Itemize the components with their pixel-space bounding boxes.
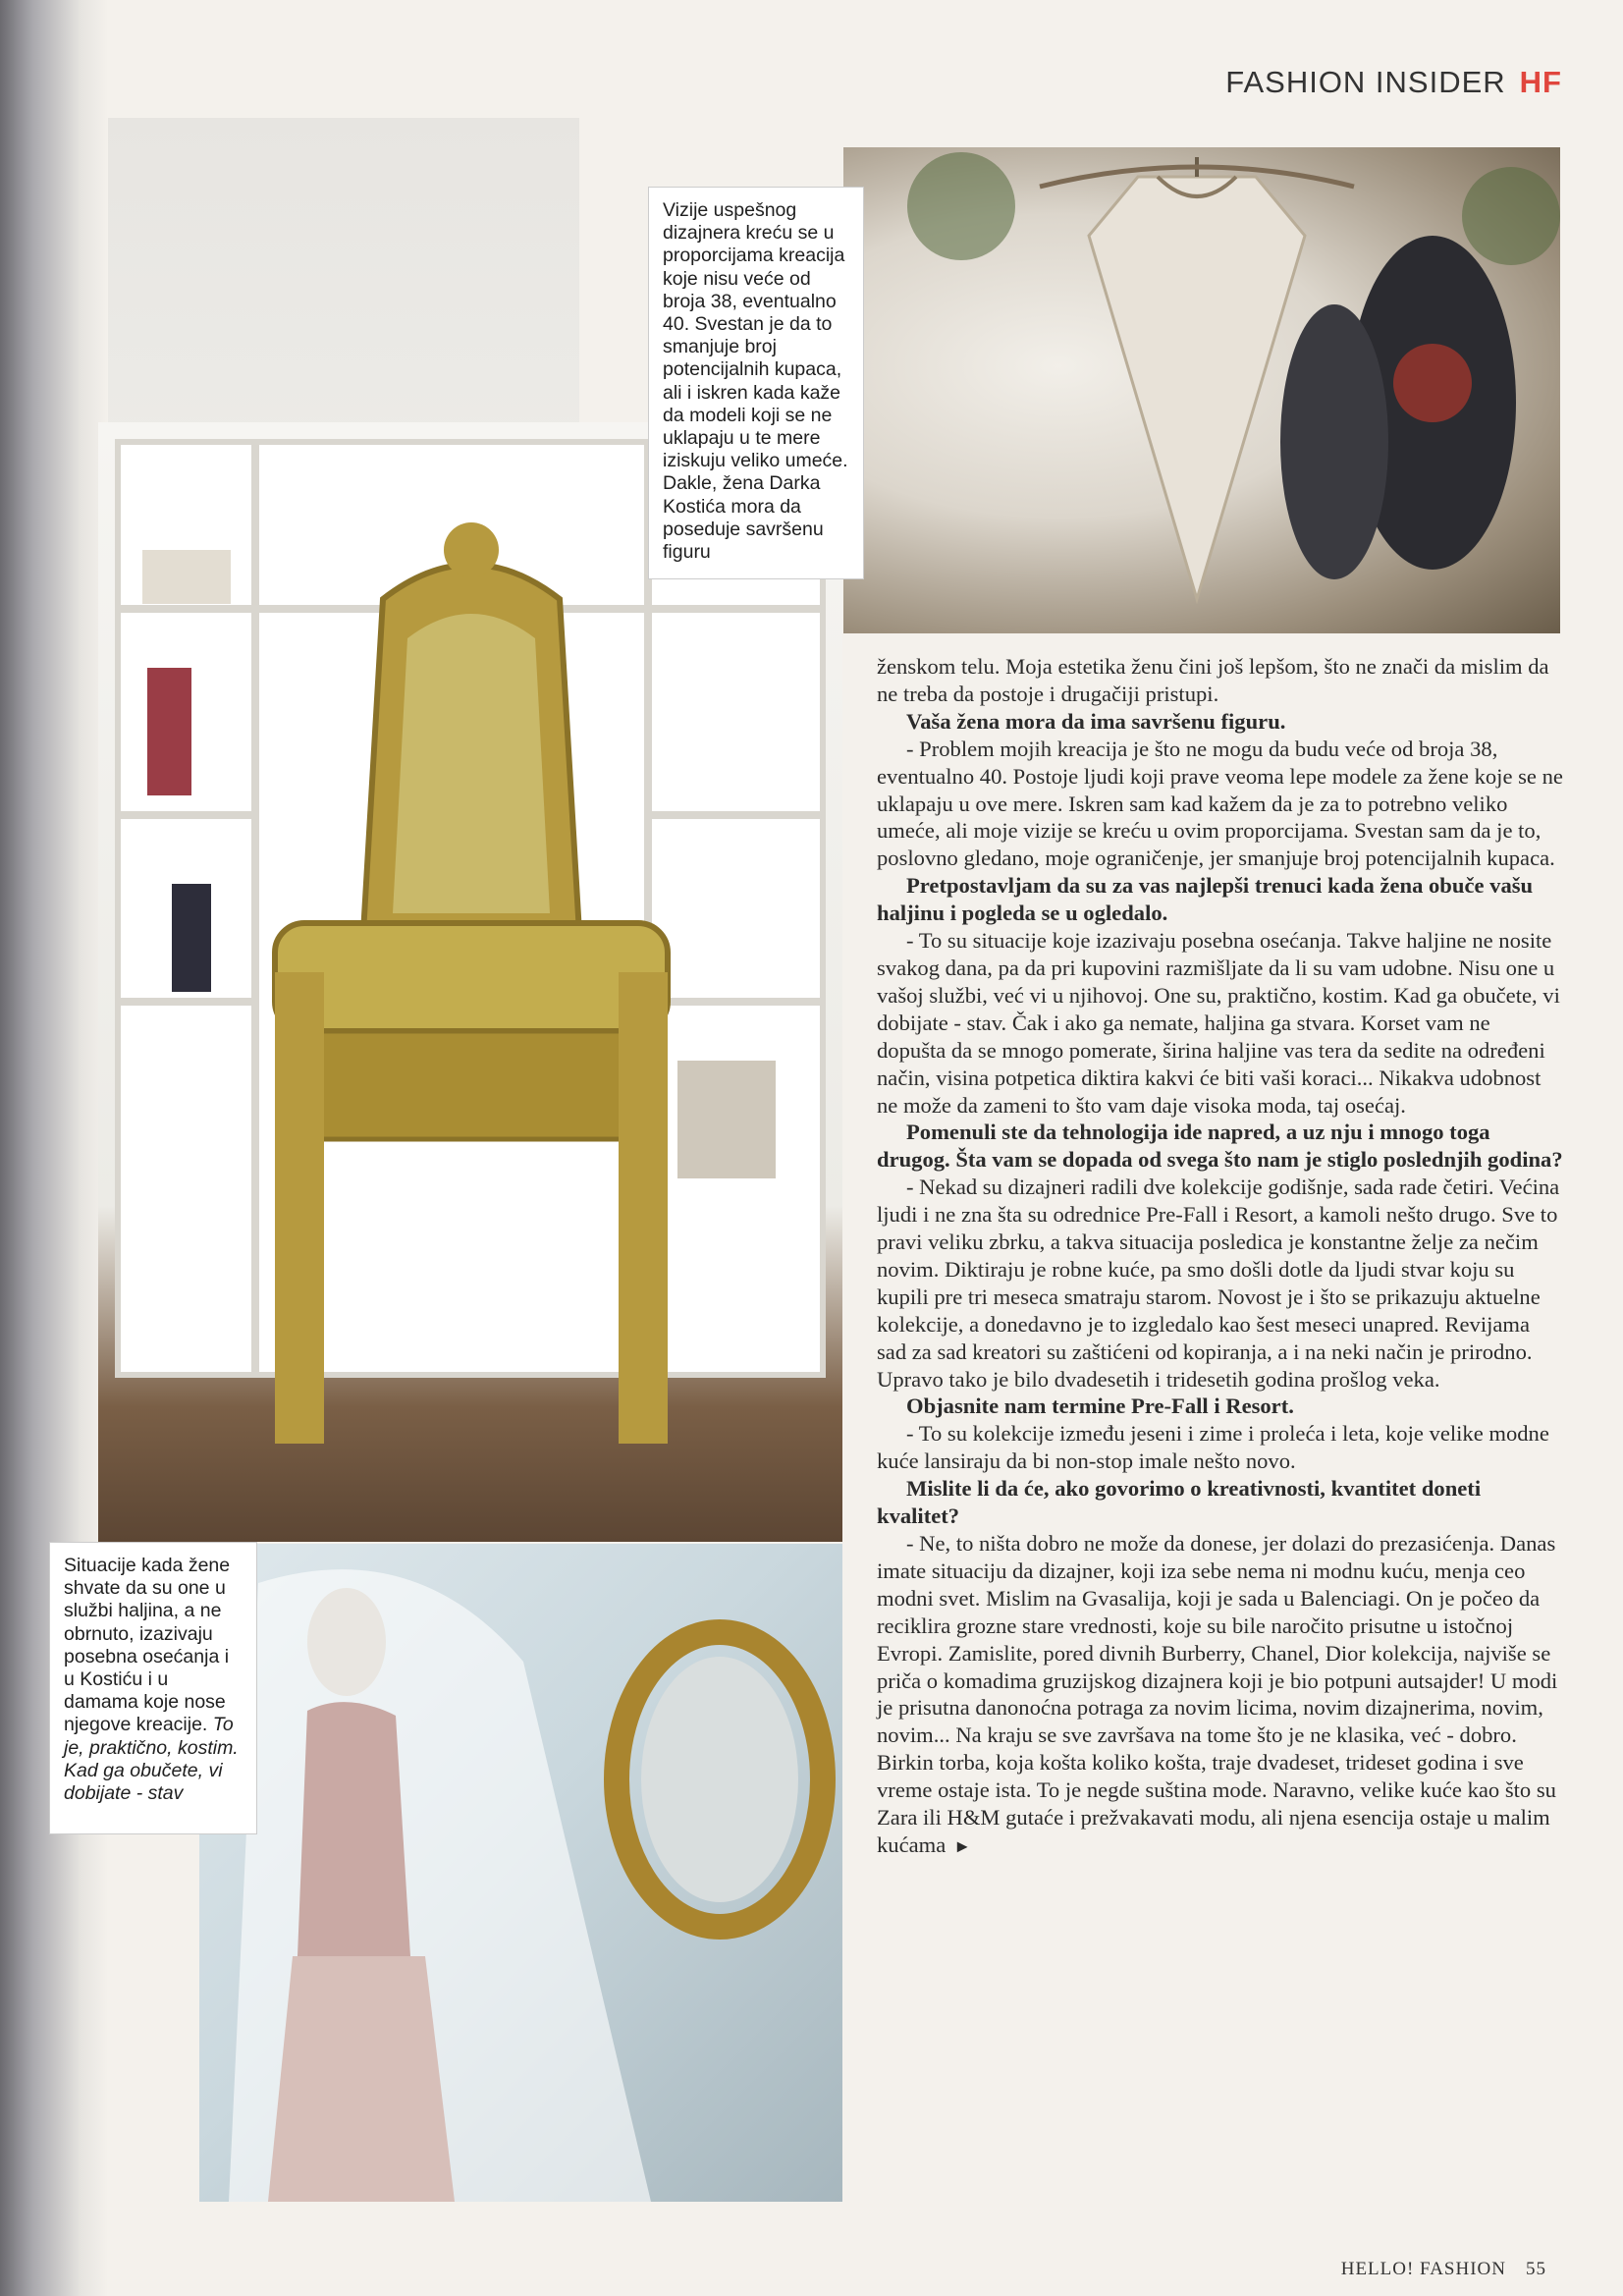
bride-mirror-illustration bbox=[199, 1544, 842, 2202]
section-header bbox=[1225, 65, 1562, 100]
magazine-name: HELLO! FASHION bbox=[1340, 2259, 1506, 2279]
bridal-mannequin-photo bbox=[199, 1544, 842, 2202]
interview-question: Mislite li da će, ako govorimo o kreativnosti, kvantitet doneti kvalitet? bbox=[877, 1476, 1482, 1529]
magazine-mark: HF bbox=[1519, 65, 1562, 99]
interview-answer: - To su situacije koje izazivaju posebna osećanja. Takve haljine ne nosite svakog dana, pa da pri kupovini razmišljate da li su vam udobne. Nisu one u vašoj službi, već vi u njihovoj. One su, praktično, kostim. Kad ga obučete, vi dobijate - stav. Čak i ako ga nemate, haljina ga stvara. Korset vam ne dopušta da se mnogo pomerate, širina haljine vas tera da sedite na određeni način, visina potpetica diktira kakvi će biti vaši koraci... Nikakva udobnost ne može da zameni to što vam daje visoka moda, taj osećaj. bbox=[877, 928, 1560, 1118]
article-paragraph: ženskom telu. Moja estetika ženu čini još lepšom, što ne znači da mislim da ne treba da postoje i drugačiji pristupi. bbox=[877, 654, 1549, 706]
page-footer bbox=[1341, 2259, 1546, 2280]
throne-chair-photo bbox=[98, 422, 842, 1542]
embellished-dress-illustration bbox=[843, 147, 1560, 633]
caption-bottom-italic: To je, praktično, kostim. Kad ga obučete, vi dobijate - stav bbox=[64, 1714, 239, 1805]
interview-answer: - To su kolekcije između jeseni i zime i proleća i leta, koje velike modne kuće lansiraju da bi non-stop imale nešto novo. bbox=[877, 1421, 1549, 1474]
gold-throne-illustration bbox=[98, 422, 842, 1542]
continue-arrow-icon: ► bbox=[953, 1835, 972, 1856]
page-binding-shadow bbox=[0, 0, 108, 2296]
interview-question: Pretpostavljam da su za vas najlepši trenuci kada žena obuče vašu haljinu i pogleda se u ogledalo. bbox=[877, 873, 1534, 926]
interview-article bbox=[877, 653, 1564, 1861]
interview-question: Pomenuli ste da tehnologija ide napred, a uz nju i mnogo toga drugog. Šta vam se dopada od svega što nam je stiglo poslednjih godina? bbox=[877, 1120, 1563, 1173]
faded-background-text bbox=[108, 118, 579, 442]
page-number: 55 bbox=[1526, 2259, 1546, 2279]
interview-question: Vaša žena mora da ima savršenu figuru. bbox=[906, 708, 1286, 734]
interview-answer bbox=[877, 1530, 1564, 1861]
interview-answer: - Problem mojih kreacija je što ne mogu da budu veće od broja 38, eventualno 40. Postoje ljudi koji prave veoma lepe modele za žene koje se ne uklapaju u ove mere. Iskren sam kad kažem da je za to potrebno veliko umeće, ali moje vizije se kreću u ovim proporcijama. Svestan sam da je to, poslovno gledano, moje ograničenje, jer smanjuje broj potencijalnih kupaca. bbox=[877, 736, 1563, 871]
photo-caption-bottom bbox=[49, 1542, 257, 1834]
dress-photo bbox=[843, 147, 1560, 633]
photo-caption-top: Vizije uspešnog dizajnera kreću se u proporcijama kreacija koje nisu veće od broja 38, eventualno 40. Svestan je da to smanjuje broj potencijalnih kupaca, ali i iskren kada kaže da modeli koji se ne uklapaju u te mere iziskuju veliko umeće. Dakle, žena Darka Kostića mora da poseduje savršenu figuru bbox=[648, 187, 864, 579]
interview-question: Objasnite nam termine Pre-Fall i Resort. bbox=[906, 1394, 1294, 1419]
section-title: FASHION INSIDER bbox=[1225, 65, 1506, 99]
answer-text: - Ne, to ništa dobro ne može da donese, jer dolazi do prezasićenja. Danas imate situaciju da dizajner, koji iza sebe nema ni modnu kuću, menja ceo modni svet. Mislim na Gvasalija, koji je sada u Balenciagi. On je počeo da reciklira grozne stare vrednosti, koje su bile naročito prisutne u istočnoj Evropi. Zamislite, pored divnih Burberry, Chanel, Dior kolekcija, najviše se priča o komadima gruzijskog dizajnera koji je bio potpuni autsajder! U modi je prisutna danonoćna potraga za novim licima, novim dizajnerima, novim, novim... Na kraju se sve završava na tome što je ne klasika, već - dobro. Birkin torba, koja košta koliko košta, traje dvadeset, trideset godina i sve vreme ostaje ista. To je negde suština mode. Naravno, velike kuće kao što su Zara ili H&M gutaće i prežvakavati modu, ali njena esencija ostaje u malim kućama bbox=[877, 1531, 1558, 1857]
interview-answer: - Nekad su dizajneri radili dve kolekcije godišnje, sada rade četiri. Većina ljudi i ne zna šta su odrednice Pre-Fall i Resort, a kamoli nešto drugo. Sve to pravi veliku zbrku, a takva situacija posledica je konstantne želje za nečim novim. Diktiraju je robne kuće, pa smo došli dotle da ljudi stvar koju su kupili pre tri meseca smatraju starom. Novost je i što se prikazuju aktuelne kolekcije, a donedavno je to izgledalo kao šest meseci unapred. Revijama sad za sad kreatori su zaštićeni od kopiranja, a i na neki način je prirodno. Upravo tako je bilo dvadesetih i tridesetih godina prošlog veka. bbox=[877, 1175, 1560, 1392]
caption-bottom-text: Situacije kada žene shvate da su one u službi haljina, a ne obrnuto, izazivaju posebna osećanja i u Kostiću i u damama koje nose njegove kreacije. bbox=[64, 1555, 231, 1736]
